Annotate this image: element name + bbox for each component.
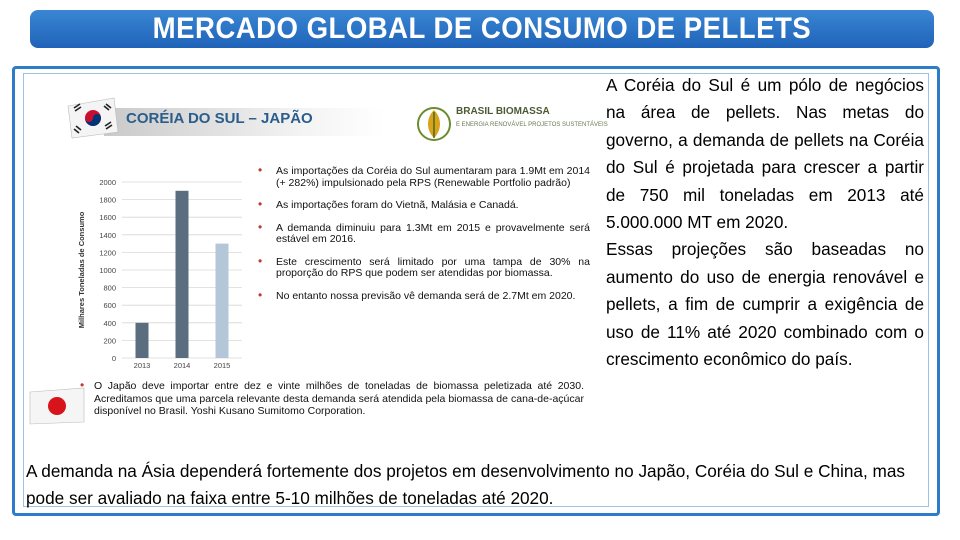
logo-subtitle: E ENERGIA RENOVÁVEL PROJETOS SUSTENTÁVEIS bbox=[456, 122, 608, 128]
slide-header bbox=[24, 88, 608, 140]
y-tick-label: 1200 bbox=[99, 248, 116, 258]
y-tick-label: 800 bbox=[103, 283, 116, 293]
biomass-leaf-icon bbox=[416, 104, 452, 144]
bullet-item: • No entanto nossa previsão vê demanda será de 2.7Mt em 2020. bbox=[256, 291, 590, 303]
y-tick-label: 400 bbox=[103, 318, 116, 328]
y-tick-label: 200 bbox=[103, 336, 116, 346]
embedded-slide bbox=[24, 74, 608, 444]
y-tick-label: 0 bbox=[111, 354, 116, 363]
x-tick-label: 2013 bbox=[133, 361, 151, 370]
korea-bullet-list bbox=[256, 166, 590, 313]
y-tick-label: 1000 bbox=[99, 266, 116, 275]
korea-paragraph-2: Essas projeções são baseadas no aumento do uso de energia renovável e pellets, a fim de cumprir a exigência de uso de 11% até 2020 combinado com o crescimento econômico do país. bbox=[606, 239, 924, 370]
page-title-text: MERCADO GLOBAL DE CONSUMO DE PELLETS bbox=[152, 12, 812, 45]
korea-description bbox=[606, 72, 924, 373]
page-title bbox=[30, 10, 934, 48]
korea-paragraph-1: A Coréia do Sul é um pólo de negócios na área de pellets. Nas metas do governo, a demanda de pellets na Coréia do Sul é projetada para crescer a partir de 750 mil toneladas em 2013 até 5.000.000 MT em 2020. bbox=[606, 75, 924, 233]
bullet-item: • As importações foram do Vietnã, Malásia e Canadá. bbox=[256, 200, 590, 212]
bar-2015 bbox=[216, 244, 229, 358]
consumption-bar-chart bbox=[72, 170, 252, 380]
bullet-item: • Este crescimento será limitado por uma tampa de 30% na proporção do RPS que podem ser atendidas por biomassa. bbox=[256, 257, 590, 280]
brasil-biomassa-logo bbox=[416, 104, 608, 144]
slide-header-title: CORÉIA DO SUL – JAPÃO bbox=[126, 110, 313, 127]
y-axis-label: Milhares Toneladas de Consumo bbox=[77, 211, 86, 329]
y-tick-label: 2000 bbox=[99, 178, 116, 187]
x-tick-label: 2015 bbox=[213, 361, 231, 370]
south-korea-flag-icon bbox=[64, 96, 122, 140]
x-tick-label: 2014 bbox=[173, 361, 191, 370]
bar-2013 bbox=[136, 323, 149, 358]
japan-flag-icon bbox=[28, 386, 86, 426]
bullet-item: • As importações da Coréia do Sul aumentaram para 1.9Mt em 2014 (+ 282%) impulsionado pela RPS (Renewable Portfolio padrão) bbox=[256, 166, 590, 189]
asia-demand-summary: A demanda na Ásia dependerá fortemente dos projetos em desenvolvimento no Japão, Coréia do Sul e China, mas pode ser avaliado na faixa entre 5-10 milhões de toneladas até 2020. bbox=[26, 461, 906, 508]
japan-paragraph: • O Japão deve importar entre dez e vinte milhões de toneladas de biomassa peletizada até 2030. Acreditamos que uma parcela relevante desta demanda será atendida pela biomassa de cana-de-açúcar disponível no Brasil. Yoshi Kusano Sumitomo Corporation. bbox=[94, 380, 584, 418]
bullet-item: • A demanda diminuiu para 1.3Mt em 2015 e provavelmente será estável em 2016. bbox=[256, 223, 590, 246]
bar-2014 bbox=[176, 191, 189, 358]
y-tick-label: 600 bbox=[103, 301, 116, 311]
y-tick-label: 1600 bbox=[99, 213, 116, 223]
logo-title: BRASIL BIOMASSA bbox=[456, 106, 550, 117]
y-tick-label: 1400 bbox=[99, 230, 116, 240]
y-tick-label: 1800 bbox=[99, 195, 116, 205]
